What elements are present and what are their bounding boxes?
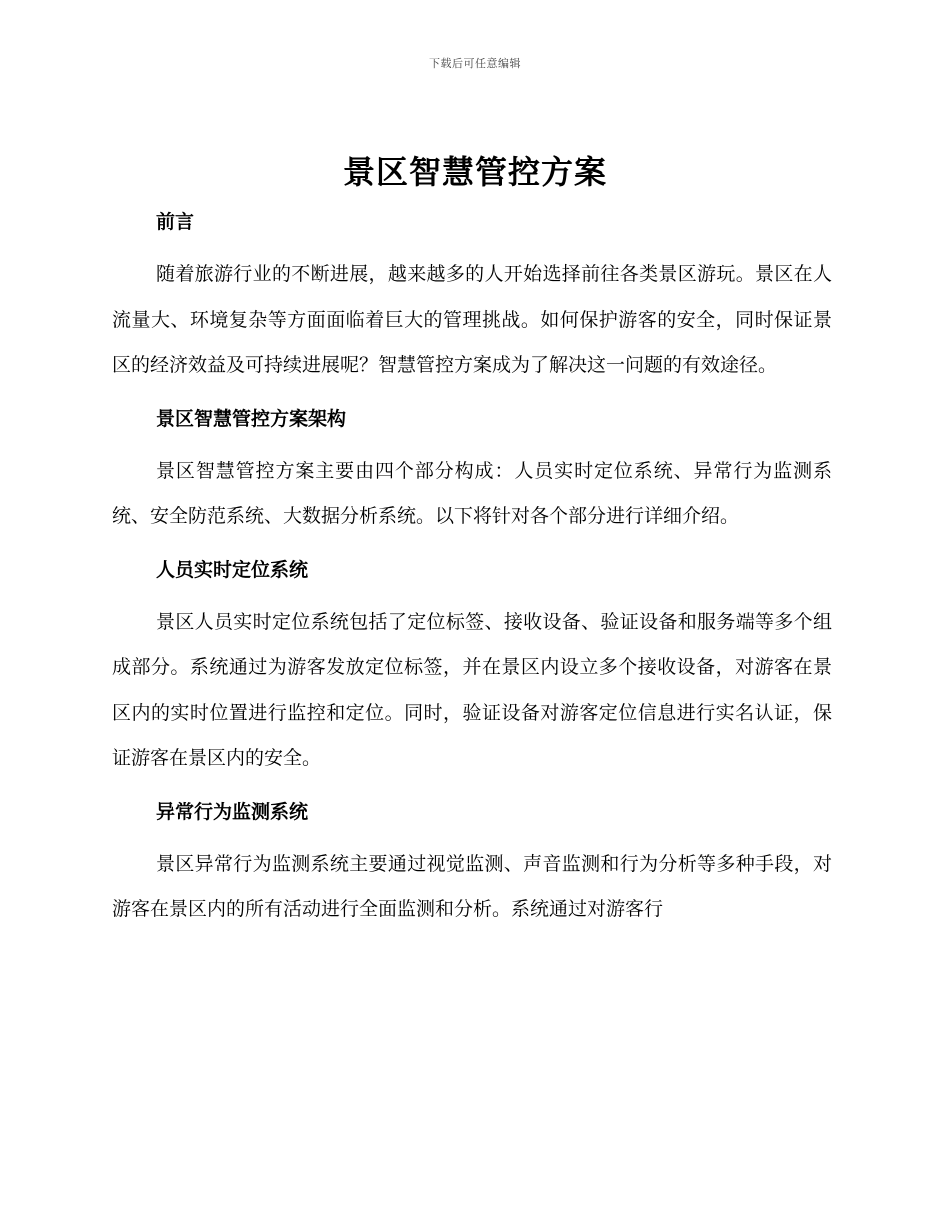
section-heading-architecture: 景区智慧管控方案架构: [156, 407, 347, 430]
section-paragraph-architecture: 景区智慧管控方案主要由四个部分构成：人员实时定位系统、异常行为监测系统、安全防范系统、大数据分析系统。以下将针对各个部分进行详细介绍。: [112, 459, 832, 527]
document-title: 景区智慧管控方案: [342, 153, 607, 191]
section-heading-behavior-monitoring: 异常行为监测系统: [156, 800, 309, 823]
section-paragraph-positioning-system: 景区人员实时定位系统包括了定位标签、接收设备、验证设备和服务端等多个组成部分。系统通过为游客发放定位标签，并在景区内设立多个接收设备，对游客在景区内的实时位置进行监控和定位。同时，验证设备对游客定位信息进行实名认证，保证游客在景区内的安全。: [112, 610, 832, 769]
document-body: [112, 202, 832, 943]
header-note: 下载后可任意编辑: [429, 57, 521, 70]
section-heading-preface: 前言: [156, 211, 195, 233]
section-paragraph-preface: 随着旅游行业的不断进展，越来越多的人开始选择前往各类景区游玩。景区在人流量大、环境复杂等方面面临着巨大的管理挑战。如何保护游客的安全，同时保证景区的经济效益及可持续进展呢？智慧管控方案成为了解决这一问题的有效途径。: [112, 263, 832, 376]
section-heading-positioning-system: 人员实时定位系统: [156, 558, 309, 581]
section-paragraph-behavior-monitoring: 景区异常行为监测系统主要通过视觉监测、声音监测和行为分析等多种手段，对游客在景区内的所有活动进行全面监测和分析。系统通过对游客行: [112, 852, 832, 920]
